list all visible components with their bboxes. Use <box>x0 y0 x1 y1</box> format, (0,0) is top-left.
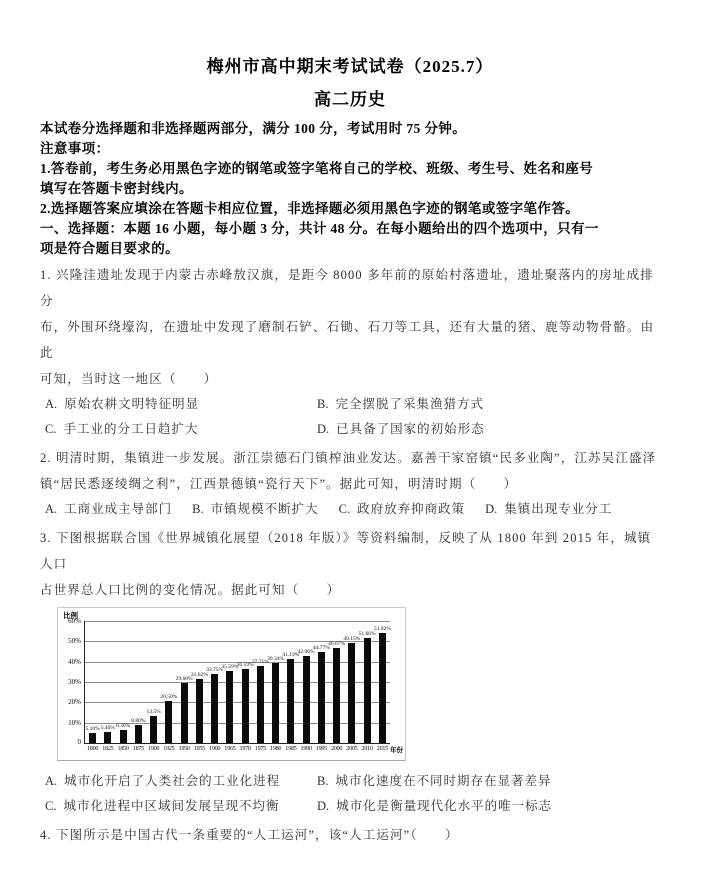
option-text: 城市化进程中区域间发展呈现不均衡 <box>63 799 280 813</box>
question-3-text-line: 3. 下图根据联合国《世界城镇化展望（2018 年版）》等资料编制，反映了从 1800 年到 2015 年，城镇人口 <box>40 531 652 571</box>
chart-x-tick: 1850 <box>117 745 129 752</box>
option-text: 城市化速度在不同时期存在显著差异 <box>335 774 552 788</box>
chart-x-tick: 1965 <box>224 745 236 752</box>
chart-bar <box>242 669 249 743</box>
question-3-option-c <box>45 794 317 819</box>
chart-bar <box>165 701 172 743</box>
question-2-options <box>40 497 660 522</box>
exam-subtitle: 高二历史 <box>314 90 386 109</box>
chart-bar <box>318 652 325 743</box>
chart-value-label: 29.60% <box>175 675 193 682</box>
question-4 <box>40 822 660 848</box>
chart-value-label: 37.71% <box>251 659 269 666</box>
exam-info-line: 本试卷分选择题和非选择题两部分，满分 100 分，考试用时 75 分钟。 <box>40 121 467 136</box>
option-text: 市镇规模不断扩大 <box>210 502 319 516</box>
exam-title: 梅州市高中期末考试试卷（2025.7） <box>206 57 494 76</box>
option-label: B. <box>317 397 329 411</box>
question-2-option-d <box>485 497 612 522</box>
chart-x-axis-label: 年份 <box>390 747 403 754</box>
chart-gridline <box>85 682 390 683</box>
chart-value-label: 20.50% <box>160 694 178 701</box>
question-3-option-b <box>317 769 660 794</box>
section-heading-line-2: 项是符合题目要求的。 <box>40 241 179 256</box>
chart-x-tick: 1875 <box>132 745 144 752</box>
chart-bar <box>348 643 355 743</box>
question-1-options <box>40 392 660 442</box>
option-label: A. <box>45 774 58 788</box>
question-3-text-line: 占世界总人口比例的变化情况。据此可知（ ） <box>40 583 341 597</box>
chart-value-label: 39.34% <box>267 656 285 662</box>
chart-y-axis-label: 比例 <box>63 611 78 620</box>
chart-value-label: 35.59% <box>221 663 239 670</box>
option-label: B. <box>192 502 204 516</box>
option-label: C. <box>45 799 57 813</box>
chart-x-tick: 1960 <box>209 745 221 752</box>
chart-value-label: 33.75% <box>206 667 224 674</box>
notice-line-2: 填写在答题卡密封线内。 <box>40 181 193 196</box>
urbanization-bar-chart <box>57 607 406 761</box>
question-2-option-b <box>192 497 318 522</box>
chart-bar <box>104 732 111 743</box>
question-2-text-line: 镇“居民悉逐绫绸之利”，江西景德镇“瓷行天下”。据此可知，明清时期（ ） <box>40 477 518 491</box>
question-1 <box>40 262 660 442</box>
chart-x-tick: 2015 <box>376 745 388 752</box>
option-text: 手工业的分工日趋扩大 <box>63 422 199 436</box>
option-text: 城市化开启了人类社会的工业化进程 <box>64 774 281 788</box>
chart-x-tick: 1925 <box>163 745 175 752</box>
question-2 <box>40 445 660 522</box>
chart-y-tick: 50% <box>68 637 81 646</box>
chart-x-tick: 1955 <box>193 745 205 752</box>
option-text: 原始农耕文明特征明显 <box>64 397 200 411</box>
option-text: 城市化是衡量现代化水平的唯一标志 <box>336 799 553 813</box>
question-2-option-a <box>45 497 172 522</box>
chart-x-tick: 2000 <box>331 745 343 752</box>
chart-y-tick: 40% <box>68 657 81 666</box>
question-1-option-b <box>317 392 660 417</box>
option-label: A. <box>45 397 58 411</box>
option-label: C. <box>338 502 351 516</box>
question-3-option-d <box>317 794 660 819</box>
chart-bar <box>196 679 203 743</box>
chart-y-tick: 20% <box>68 698 81 707</box>
question-1-text-line: 可知，当时这一地区（ ） <box>40 372 218 386</box>
option-label: C. <box>45 422 57 436</box>
chart-x-tick: 1900 <box>148 745 160 752</box>
question-1-option-d <box>317 417 660 442</box>
chart-bar <box>135 725 142 743</box>
option-label: D. <box>317 422 330 436</box>
chart-value-label: 53.92% <box>373 626 391 633</box>
chart-bar <box>226 671 233 743</box>
chart-value-label: 6.30% <box>116 723 131 730</box>
chart-value-label: 51.66% <box>358 630 376 637</box>
notice-line-3: 2.选择题答案应填涂在答题卡相应位置，非选择题必须用黑色字迹的钢笔或签字笔作答。 <box>40 201 580 216</box>
chart-value-label: 13.5% <box>146 708 161 715</box>
question-1-option-c <box>45 417 317 442</box>
chart-bar <box>333 648 340 743</box>
chart-x-tick: 1980 <box>270 745 282 752</box>
chart-bar <box>120 730 127 743</box>
chart-value-label: 5.10% <box>85 725 100 732</box>
chart-value-label: 49.15% <box>343 636 361 643</box>
chart-bar <box>150 716 157 743</box>
option-text: 完全摆脱了采集渔猎方式 <box>335 397 484 411</box>
chart-value-label: 44.77% <box>312 644 330 651</box>
chart-value-label: 42.96% <box>297 648 315 655</box>
notice-title: 注意事项： <box>40 141 110 156</box>
chart-gridline <box>85 702 390 703</box>
chart-bar <box>272 663 279 743</box>
option-label: D. <box>485 502 498 516</box>
chart-value-label: 36.59% <box>236 661 254 668</box>
question-3-option-a <box>45 769 317 794</box>
chart-bar <box>303 656 310 743</box>
option-label: D. <box>317 799 330 813</box>
question-3 <box>40 525 660 819</box>
chart-x-tick: 1825 <box>102 745 114 752</box>
option-text: 工商业成主导部门 <box>64 502 173 516</box>
chart-gridline <box>85 621 390 622</box>
option-text: 集镇出现专业分工 <box>504 502 613 516</box>
chart-value-label: 46.67% <box>328 641 346 648</box>
option-text: 政府放弃抑商政策 <box>357 502 466 516</box>
chart-bar <box>257 666 264 743</box>
chart-bar <box>89 733 96 743</box>
question-3-options <box>40 769 660 819</box>
option-label: A. <box>45 502 58 516</box>
option-label: B. <box>317 774 329 788</box>
chart-value-label: 8.80% <box>131 718 146 725</box>
question-1-text-line: 布，外围环绕壕沟，在遗址中发现了磨制石铲、石锄、石刀等工具，还有大量的猪、鹿等动物骨骼。由此 <box>40 320 655 360</box>
chart-x-tick: 1970 <box>239 745 251 752</box>
chart-x-tick: 1950 <box>178 745 190 752</box>
chart-x-tick: 2005 <box>346 745 358 752</box>
chart-bar <box>211 674 218 743</box>
chart-value-label: 31.62% <box>190 671 208 678</box>
chart-y-tick: 0 <box>77 738 81 746</box>
chart-bar <box>364 638 371 743</box>
chart-x-tick: 1995 <box>315 745 327 752</box>
chart-x-tick: 1800 <box>87 745 99 752</box>
chart-y-tick: 10% <box>68 718 81 727</box>
chart-x-tick: 1990 <box>300 745 312 752</box>
chart-x-tick: 1975 <box>254 745 266 752</box>
question-4-text-line: 4. 下图所示是中国古代一条重要的“人工运河”，该“人工运河”（ ） <box>40 828 459 842</box>
notice-line-1: 1.答卷前，考生务必用黑色字迹的钢笔或签字笔将自己的学校、班级、考生号、姓名和座号 <box>40 161 594 176</box>
section-heading-line-1: 一、选择题：本题 16 小题，每小题 3 分，共计 48 分。在每小题给出的四个选项中，只有一 <box>40 221 599 236</box>
question-2-text-line: 2. 明清时期，集镇进一步发展。浙江崇德石门镇榨油业发达。嘉善干家窑镇“民多业陶”，江苏吴江盛泽 <box>40 451 657 465</box>
chart-y-tick: 60% <box>68 617 81 625</box>
question-2-option-c <box>339 497 465 522</box>
chart-y-tick: 30% <box>68 678 81 686</box>
chart-x-tick: 2010 <box>361 745 373 752</box>
chart-x-tick: 1985 <box>285 745 297 752</box>
chart-bar <box>379 633 386 743</box>
question-1-option-a <box>45 392 317 417</box>
chart-bar <box>287 659 294 743</box>
chart-plot-area <box>84 621 391 752</box>
option-text: 已具备了国家的初始形态 <box>336 422 485 436</box>
chart-bar <box>181 683 188 743</box>
question-1-text-line: 1. 兴隆洼遗址发现于内蒙古赤峰敖汉旗，是距今 8000 多年前的原始村落遗址，遗址聚落内的房址成排分 <box>40 268 654 308</box>
chart-value-label: 5.40% <box>100 725 115 732</box>
chart-value-label: 41.19% <box>282 652 300 659</box>
